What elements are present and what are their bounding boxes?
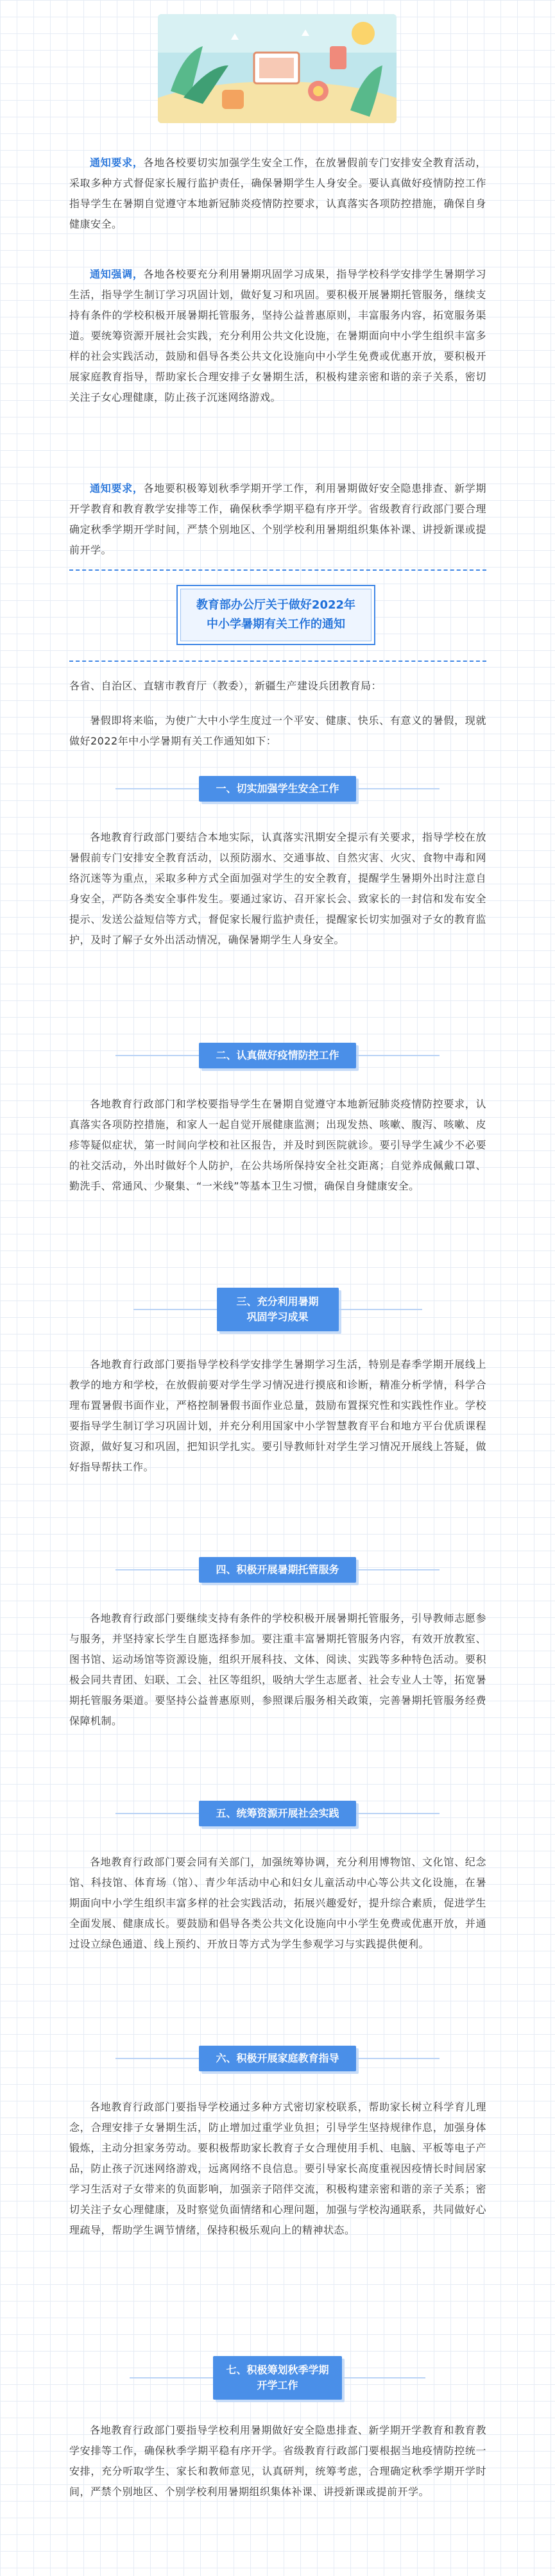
heading-rule (115, 788, 199, 789)
section-title: 三、充分利用暑期 巩固学习成果 (217, 1288, 339, 1331)
divider (69, 661, 486, 662)
heading-rule (356, 2058, 440, 2059)
section-title: 一、切实加强学生安全工作 (199, 776, 355, 802)
section-heading-2 (0, 1038, 555, 1073)
intro-paragraph-1 (69, 153, 486, 235)
paragraph-text: 各地各校要切实加强学生安全工作，在放暑假前专门安排安全教育活动，采取多种方式督促家长履行监护责任，确保暑期学生人身安全。要认真做好疫情防控工作指导学生在暑期自觉遵守本地新冠肺炎疫情防控要求，认真落实各项防控措施，确保自身健康安全。 (69, 156, 486, 230)
section-body-7: 各地教育行政部门要指导学校利用暑期做好安全隐患排查、新学期开学教育和教育教学安排等工作，确保秋季学期平稳有序开学。省级教育行政部门要根据当地疫情防控统一安排，充分听取学生、家长和教师意见，认真研判，统筹考虑，合理确定秋季学期开学时间，严禁个别地区、个别学校利用暑期组织集体补课、讲授新课或提前开学。 (69, 2424, 486, 2498)
intro-paragraph-3 (69, 478, 486, 560)
notice-intro: 暑假即将来临，为使广大中小学生度过一个平安、健康、快乐、有意义的暑假，现就做好2022年中小学暑期有关工作通知如下： (69, 714, 486, 747)
section-title: 二、认真做好疫情防控工作 (199, 1043, 355, 1068)
heading-rule (115, 1813, 199, 1814)
heading-rule (115, 1569, 199, 1570)
section-body-1: 各地教育行政部门要结合本地实际，认真落实汛期安全提示有关要求，指导学校在放暑假前专门安排安全教育活动，以预防溺水、交通事故、自然灾害、火灾、食物中毒和网络沉迷等为重点，采取多种方式全面加强对学生的安全教育，提醒学生暑期外出时注意自身安全，严防各类安全事件发生。要通过家访、召开家长会、致家长的一封信和发布安全提示、发送公益短信等方式，督促家长履行监护责任，提醒家长切实加强对子女的教育监护，及时了解子女外出活动情况，确保暑期学生人身安全。 (69, 831, 486, 946)
section-heading-3 (0, 1285, 555, 1334)
section-title: 六、积极开展家庭教育指导 (199, 2046, 355, 2071)
paragraph-text: 各地要积极筹划秋季学期开学工作，利用暑期做好安全隐患排查、新学期开学教育和教育教学安排等工作，确保秋季学期平稳有序开学。省级教育行政部门要合理确定秋季学期开学时间，严禁个别地区、个别学校利用暑期组织集体补课、讲授新课或提前开学。 (69, 482, 486, 556)
heading-rule (356, 1055, 440, 1056)
section-heading-1 (0, 771, 555, 807)
section-heading-5 (0, 1796, 555, 1831)
section-body-3: 各地教育行政部门要指导学校科学安排学生暑期学习生活，特别是春季学期开展线上教学的地方和学校，在放假前要对学生学习情况进行摸底和诊断，精准分析学情，科学合理布置暑假书面作业，严格控制暑假书面作业总量，鼓励布置探究性和实践性作业。学校要指导学生制订学习巩固计划，并充分利用国家中小学智慧教育平台和地方平台优质课程资源，做好复习和巩固，把知识学扎实。要引导教师针对学生学习情况开展线上答疑，做好指导帮扶工作。 (69, 1358, 486, 1473)
heading-rule (356, 1813, 440, 1814)
notice-title: 教育部办公厅关于做好2022年 中小学暑期有关工作的通知 (180, 589, 371, 641)
paragraph-text: 各地各校要充分利用暑期巩固学习成果，指导学校科学安排学生暑期学习生活，指导学生制订学习巩固计划，做好复习和巩固。要积极开展暑期托管服务，继续支持有条件的学校积极开展暑期托管服务，坚持公益普惠原则，丰富服务内容，拓宽服务渠道。要统筹资源开展社会实践，充分利用公共文化设施，在暑期面向中小学生组织丰富多样的社会实践活动，鼓励和倡导各类公共文化设施向中小学生免费或优惠开放，要积极开展家庭教育指导，帮助家长合理安排子女暑期生活，积极构建亲密和谐的亲子关系，密切关注子女心理健康，防止孩子沉迷网络游戏。 (69, 268, 486, 403)
heading-rule (356, 788, 440, 789)
heading-rule (356, 1569, 440, 1570)
section-heading-7 (0, 2353, 555, 2402)
section-heading-6 (0, 2041, 555, 2076)
paragraph-lead: 通知要求， (90, 156, 144, 169)
section-title: 四、积极开展暑期托管服务 (199, 1557, 355, 1583)
paragraph-lead: 通知强调， (90, 268, 144, 280)
paragraph-lead: 通知要求， (90, 482, 144, 494)
section-body-4: 各地教育行政部门要继续支持有条件的学校积极开展暑期托管服务，引导教师志愿参与服务，并坚持家长学生自愿选择参加。要注重丰富暑期托管服务内容，有效开放教室、图书馆、运动场馆等资源设施，组织开展科技、文体、阅读、实践等多种特色活动。要积极会同共青团、妇联、工会、社区等组织，吸纳大学生志愿者、社会专业人士等，拓宽暑期托管服务渠道。要坚持公益普惠原则，参照课后服务相关政策，完善暑期托管服务经费保障机制。 (69, 1612, 486, 1727)
heading-rule (130, 2377, 213, 2378)
notice-title-box (176, 585, 375, 645)
salutation: 各省、自治区、直辖市教育厅（教委），新疆生产建设兵团教育局： (69, 680, 382, 692)
heading-rule (339, 1309, 422, 1310)
heading-rule (342, 2377, 425, 2378)
section-body-5: 各地教育行政部门要会同有关部门，加强统筹协调，充分利用博物馆、文化馆、纪念馆、科技馆、体育场（馆）、青少年活动中心和妇女儿童活动中心等公共文化设施，在暑期面向中小学生组织丰富多样的社会实践活动，拓展兴趣爱好，提升综合素质，促进学生全面发展、健康成长。要鼓励和倡导各类公共文化设施向中小学生免费或优惠开放，并通过设立绿色通道、线上预约、开放日等方式为学生参观学习与实践提供便利。 (69, 1856, 486, 1950)
divider (69, 569, 486, 571)
summer-banner-illustration (158, 14, 397, 123)
section-body-6: 各地教育行政部门要指导学校通过多种方式密切家校联系，帮助家长树立科学育儿理念，合理安排子女暑期生活，防止增加过重学业负担；引导学生坚持规律作息，加强身体锻炼，主动分担家务劳动。要积极帮助家长教育子女合理使用手机、电脑、平板等电子产品，防止孩子沉迷网络游戏，远离网络不良信息。要引导家长高度重视因疫情长时间居家学习生活对子女带来的负面影响，加强亲子陪伴交流，积极构建亲密和谐的亲子关系；密切关注子女心理健康，及时察觉负面情绪和心理问题，加强与学校沟通联系，共同做好心理疏导，帮助学生调节情绪，保持积极乐观向上的精神状态。 (69, 2101, 486, 2236)
heading-rule (115, 1055, 199, 1056)
heading-rule (115, 2058, 199, 2059)
intro-paragraph-2 (69, 264, 486, 408)
section-title: 七、积极筹划秋季学期 开学工作 (213, 2356, 341, 2400)
section-title: 五、统筹资源开展社会实践 (199, 1801, 355, 1826)
section-body-2: 各地教育行政部门和学校要指导学生在暑期自觉遵守本地新冠肺炎疫情防控要求，认真落实各项防控措施，和家人一起自觉开展健康监测；出现发热、咳嗽、腹泻、咳嗽、皮疹等疑似症状，第一时间向学校和社区报告，并及时到医院就诊。要引导学生减少不必要的社交活动，外出时做好个人防护，在公共场所保持安全社交距离；自觉养成佩戴口罩、勤洗手、常通风、少聚集、“一米线”等基本卫生习惯，确保自身健康安全。 (69, 1098, 486, 1192)
heading-rule (133, 1309, 217, 1310)
section-heading-4 (0, 1552, 555, 1588)
